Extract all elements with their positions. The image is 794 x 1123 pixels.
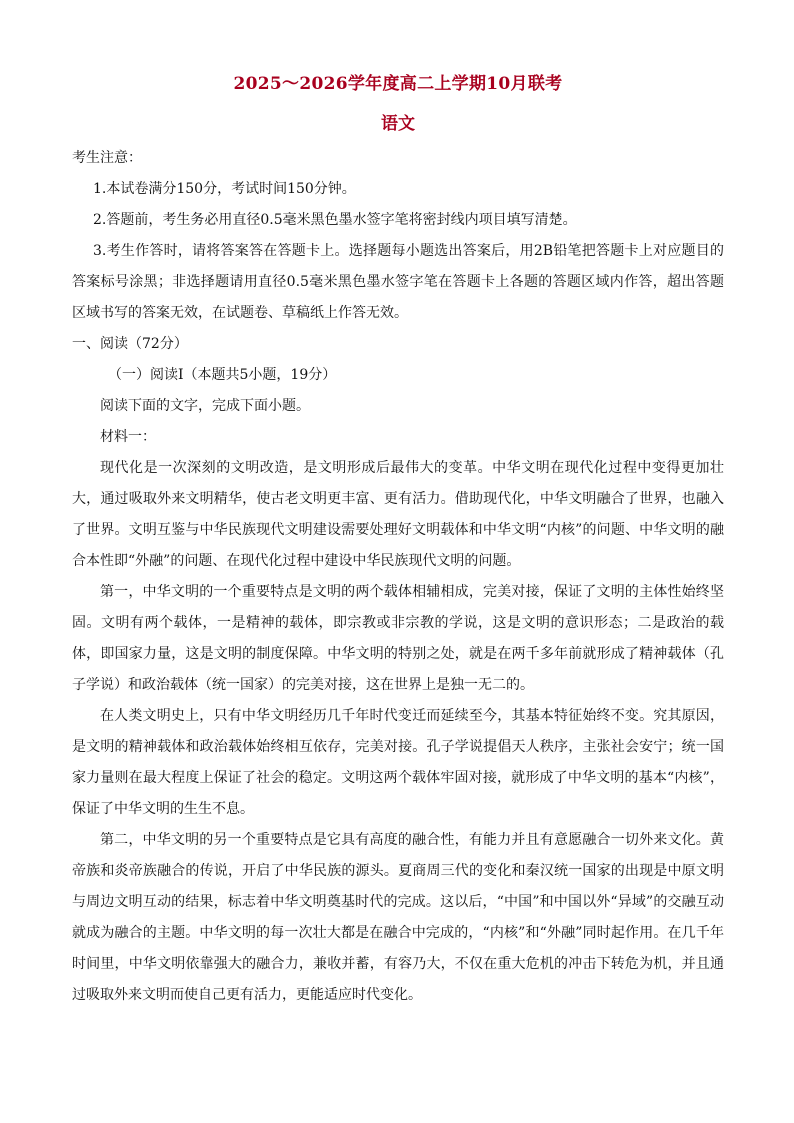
exam-title: 2025～2026学年度高二上学期10月联考 xyxy=(233,74,563,94)
notice-item-1: 1.本试卷满分150分，考试时间150分钟。 xyxy=(93,181,356,197)
sub-section-heading: （一）阅读Ⅰ（本题共5小题，19分） xyxy=(108,367,337,383)
document-body xyxy=(72,143,724,1011)
notice-item-2: 2.答题前，考生务必用直径0.5毫米黑色墨水签字笔将密封线内项目填写清楚。 xyxy=(93,212,577,228)
notice-heading: 考生注意： xyxy=(72,150,142,166)
paragraph-3: 在人类文明史上，只有中华文明经历几千年时代变迁而延续至今，其基本特征始终不变。究其原因，是文明的精神载体和政治载体始终相互依存，完美对接。孔子学说提倡天人秩序，主张社会安宁；统一国家力量则在最大程度上保证了社会的稳定。文明这两个载体牢固对接，就形成了中华文明的基本“内核”，保证了中华文明的生生不息。 xyxy=(72,708,724,817)
paragraph-1: 现代化是一次深刻的文明改造，是文明形成后最伟大的变革。中华文明在现代化过程中变得更加壮大，通过吸取外来文明精华，使古老文明更丰富、更有活力。借助现代化，中华文明融合了世界，也融入了世界。文明互鉴与中华民族现代文明建设需要处理好文明载体和中华文明“内核”的问题、中华文明的融合本性即“外融”的问题、在现代化过程中建设中华民族现代文明的问题。 xyxy=(72,460,724,569)
material-label: 材料一： xyxy=(100,429,156,445)
paragraph-2: 第一，中华文明的一个重要特点是文明的两个载体相辅相成，完美对接，保证了文明的主体性始终坚固。文明有两个载体，一是精神的载体，即宗教或非宗教的学说，这是文明的意识形态；二是政治的载体，即国家力量，这是文明的制度保障。中华文明的特别之处，就是在两千多年前就形成了精神载体（孔子学说）和政治载体（统一国家）的完美对接，这在世界上是独一无二的。 xyxy=(72,584,724,693)
paragraph-4: 第二，中华文明的另一个重要特点是它具有高度的融合性，有能力并且有意愿融合一切外来文化。黄帝族和炎帝族融合的传说，开启了中华民族的源头。夏商周三代的变化和秦汉统一国家的出现是中原文明与周边文明互动的结果，标志着中华文明奠基时代的完成。这以后，“中国”和中国以外“异域”的交融互动就成为融合的主题。中华文明的每一次壮大都是在融合中完成的，“内核”和“外融”同时起作用。在几千年时间里，中华文明依靠强大的融合力，兼收并蓄，有容乃大，不仅在重大危机的冲击下转危为机，并且通过吸取外来文明而使自己更有活力，更能适应时代变化。 xyxy=(72,832,724,1003)
notice-item-3: 3.考生作答时，请将答案答在答题卡上。选择题每小题选出答案后，用2B铅笔把答题卡上对应题目的答案标号涂黑；非选择题请用直径0.5毫米黑色墨水签字笔在答题卡上各题的答题区域内作答，超出答题区域书写的答案无效，在试题卷、草稿纸上作答无效。 xyxy=(72,243,724,321)
reading-instruction: 阅读下面的文字，完成下面小题。 xyxy=(100,398,310,414)
section-heading: 一、阅读（72分） xyxy=(72,336,188,352)
subject-title: 语文 xyxy=(381,114,415,134)
